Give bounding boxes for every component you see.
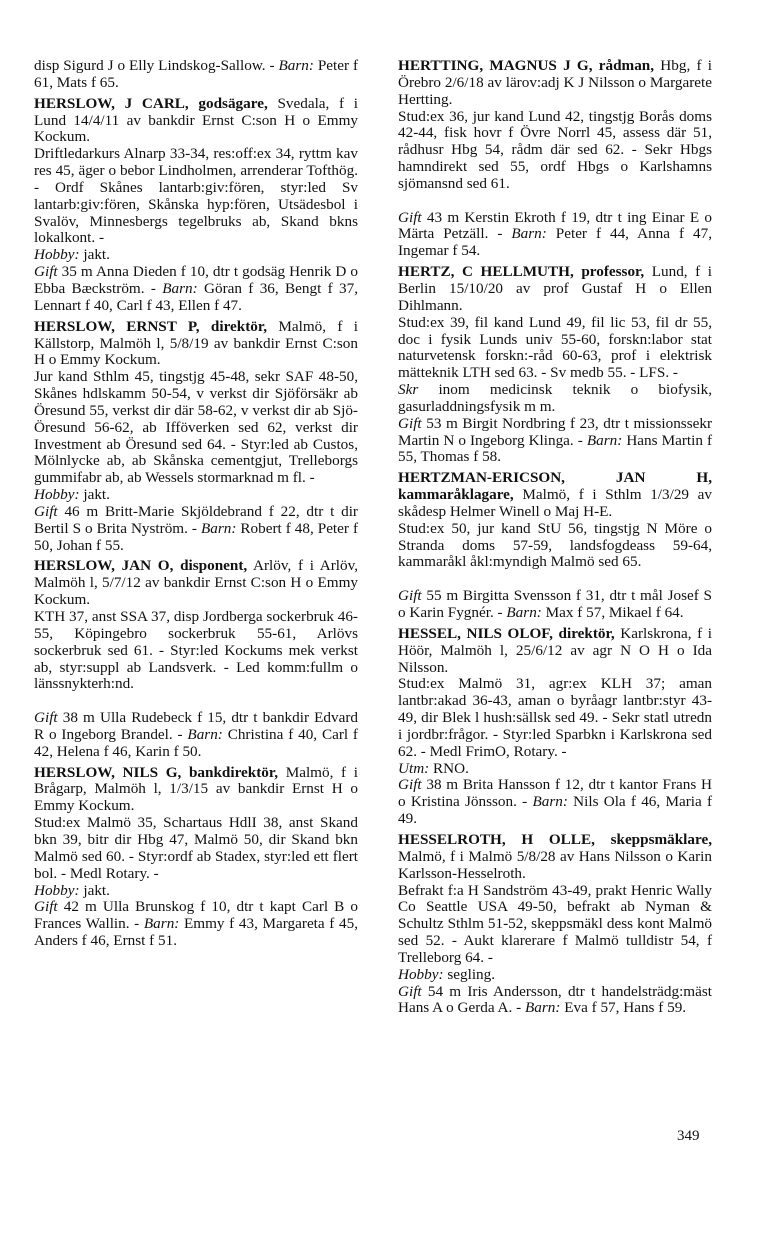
entry-career: Driftledarkurs Alnarp 33-34, res:off:ex 34, ryttm kav res 45, äger o bebor Lindholmen, arrenderar Tofthög. - Ordf Skånes lantarb:giv:fören, styr:led Sv lantarb:giv:fören, Skånska hyp:fören, Utsädesbol i Svalöv, Minnesbergs tegelbruks ab, Skand bkns lokalkont. - xyxy=(34,145,358,247)
entry-heading: HERTTING, MAGNUS J G, rådman, xyxy=(398,57,655,74)
entry-heading: HERTZ, C HELLMUTH, professor, xyxy=(398,263,645,281)
entry-heading: HERSLOW, JAN O, disponent, xyxy=(34,557,248,575)
entry-text: RNO. xyxy=(429,759,469,777)
entry-text: 54 m Iris Andersson, dtr t handelsträdg:mäst Hans A o Gerda A. - xyxy=(398,982,712,1017)
entry-text: Peter f 61, Mats f 65. xyxy=(34,57,358,91)
entry-career: Stud:ex Malmö 31, agr:ex KLH 37; aman lantbr:akad 36-43, aman o byråagr lantbr:styr 43-49, dir Blek l hush:sällsk sed 49. - Sekr statl utredn i jordbr:frågor. - Styr:led Sparbkn i Karlskrona sed 62. - Medl FrimO, Rotary. - xyxy=(398,675,712,760)
entry-text: jakt. xyxy=(79,486,110,504)
entry-text: 38 m Ulla Rudebeck f 15, dtr t bankdir Edvard R o Ingeborg Brandel. - xyxy=(34,709,358,743)
entry-text: Svedala, f i Lund 14/4/11 av bankdir Ernst C:son H o Emmy Kockum. xyxy=(34,94,358,146)
entry-label: Skr xyxy=(398,381,419,399)
entry-text: 46 m Britt-Marie Skjöldebrand f 22, dtr t dir Bertil S o Brita Nyström. - xyxy=(34,502,358,537)
entry-text: segling. xyxy=(443,965,496,983)
entry-label: Gift xyxy=(34,263,58,281)
entry-label: Gift xyxy=(34,502,58,520)
entry-text: Karlskrona, f i Höör, Malmöh l, 25/6/12 av agr N O H o Ida Nilsson. xyxy=(398,624,712,676)
entry-career: Stud:ex 39, fil kand Lund 49, fil lic 53, fil dr 55, doc i fysik Lunds univ 55-60, forskn:labor stat naturvetensk forskn:-råd 60-63, prof i elektrisk mätteknik LTH sed 63. - Sv medb 55. - LFS. - xyxy=(398,313,712,382)
entry-label: Barn: xyxy=(532,793,568,811)
biography-entry xyxy=(34,765,358,950)
entry-text: Emmy f 43, Margareta f 45, Anders f 46, Ernst f 51. xyxy=(34,915,359,950)
entry-label: Barn: xyxy=(586,431,623,449)
entry-text: Malmö, f i Brågarp, Malmöh l, 1/3/15 av bankdir Ernst H o Emmy Kockum. xyxy=(34,763,358,815)
entry-heading: HERSLOW, NILS G, bankdirektör, xyxy=(34,763,279,781)
biography-entry xyxy=(398,58,712,260)
entry-text: Malmö, f i Malmö 5/8/28 av Hans Nilsson o Karin Karlsson-Hesselroth. xyxy=(398,847,712,882)
entry-heading: HERTZMAN-ERICSON, JAN H, kammaråklagare, xyxy=(398,469,712,504)
entry-label: Hobby: xyxy=(34,246,80,264)
entry-label: Utm: xyxy=(398,759,430,777)
entry-label: Hobby: xyxy=(398,965,444,983)
entry-label: Gift xyxy=(398,776,422,794)
entry-text: Eva f 57, Hans f 59. xyxy=(560,999,687,1017)
entry-text: disp Sigurd J o Elly Lindskog-Sallow. - xyxy=(34,57,279,74)
entry-text: jakt. xyxy=(79,246,110,264)
entry-career: Jur kand Sthlm 45, tingstjg 45-48, sekr SAF 48-50, Skånes hdlskamm 50-54, v verkst dir Sjöförsäkr ab Öresund 55, verkst dir där 58-62, v verkst dir ab Sjö-Öresund 56-62, ab Ifföverken sed 62, verkst dir Investment ab Öresund sed 64. - Styr:led ab Custos, Mölnlycke ab, ab Skånska cementgjut, Trelleborgs gummifabr ab, ab Wessels stormarknad m fl. - xyxy=(34,368,358,487)
entry-text: inom medicinsk teknik o biofysik, gasurladdningsfysik m m. xyxy=(398,381,712,415)
entry-label: Gift xyxy=(398,982,422,1000)
entry-text: 35 m Anna Dieden f 10, dtr t godsäg Henrik D o Ebba Bæckström. - xyxy=(34,263,358,297)
entry-label: Barn: xyxy=(278,57,314,74)
entry-text: Christina f 40, Carl f 42, Helena f 46, Karin f 50. xyxy=(34,725,358,760)
entry-label: Hobby: xyxy=(34,486,80,504)
entry-text: Arlöv, f i Arlöv, Malmöh l, 5/7/12 av bankdir Ernst C:son H o Emmy Kockum. xyxy=(34,557,358,609)
entry-text: 42 m Ulla Brunskog f 10, dtr t kapt Carl B o Frances Wallin. - xyxy=(34,898,358,933)
left-column xyxy=(34,58,358,950)
right-column xyxy=(398,58,712,1017)
entry-heading: HESSEL, NILS OLOF, direktör, xyxy=(398,624,615,642)
entry-label: Barn: xyxy=(511,225,547,243)
entry-text: jakt. xyxy=(79,881,110,899)
entry-text: Malmö, f i Källstorp, Malmöh l, 5/8/19 av bankdir Ernst C:son H o Emmy Kockum. xyxy=(34,317,358,369)
biography-entry xyxy=(398,470,712,622)
entry-label: Barn: xyxy=(506,604,542,621)
entry-career: Stud:ex Malmö 35, Schartaus HdlI 38, anst Skand bkn 39, bitr dir Hbg 47, Malmö 50, dir Skand bkn Malmö sed 60. - Styr:ordf ab Stadex, styr:led ett flert bol. - Medl Rotary. - xyxy=(34,814,358,882)
entry-label: Barn: xyxy=(143,915,180,933)
entry-heading: HERSLOW, J CARL, godsägare, xyxy=(34,94,268,112)
biography-entry xyxy=(398,626,712,828)
entry-label: Barn: xyxy=(200,519,237,537)
entry-career: KTH 37, anst SSA 37, disp Jordberga sockerbruk 46-55, Köpingebro sockerbruk 55-61, Arlövs sockerbruk sed 61. - Styr:led Kockums mek verkst ab, styr:suppl ab Landsverk. - Led komm:fullm o länssnykterh:nd. xyxy=(34,608,358,693)
entry-text: 38 m Brita Hansson f 12, dtr t kantor Frans H o Kristina Jönsson. - xyxy=(398,776,712,811)
entry-text: Göran f 36, Bengt f 37, Lennart f 40, Carl f 43, Ellen f 47. xyxy=(34,279,358,314)
entry-text: Hans Martin f 55, Thomas f 58. xyxy=(398,431,713,466)
biography-entry xyxy=(398,264,712,466)
entry-heading: HESSELROTH, H OLLE, skeppsmäklare, xyxy=(398,830,712,848)
entry-label: Gift xyxy=(398,587,422,605)
entry-label: Gift xyxy=(34,898,58,916)
biography-entry xyxy=(34,558,358,760)
biography-entry xyxy=(34,319,358,555)
entry-text: 53 m Birgit Nordbring f 23, dtr t missionssekr Martin N o Ingeborg Klinga. - xyxy=(398,414,712,449)
entry-text: Max f 57, Mikael f 64. xyxy=(541,604,684,621)
entry-text: Robert f 48, Peter f 50, Johan f 55. xyxy=(34,519,359,554)
entry-text: Hbg, f i Örebro 2/6/18 av lärov:adj K J Nilsson o Margarete Hertting. xyxy=(398,57,712,108)
entry-label: Gift xyxy=(398,414,422,432)
entry-heading: HERSLOW, ERNST P, direktör, xyxy=(34,317,268,335)
entry-label: Hobby: xyxy=(34,881,80,899)
entry-text: Malmö, f i Sthlm 1/3/29 av skådesp Helmer Winell o Maj H-E. xyxy=(398,486,712,520)
biography-entry xyxy=(34,58,358,92)
entry-text: 43 m Kerstin Ekroth f 19, dtr t ing Einar E o Märta Petzäll. - xyxy=(398,208,712,243)
entry-text: Lund, f i Berlin 15/10/20 av prof Gustaf H o Ellen Dihlmann. xyxy=(398,263,712,314)
entry-label: Barn: xyxy=(162,279,198,297)
entry-label: Gift xyxy=(34,709,58,727)
entry-text: Peter f 44, Anna f 47, Ingemar f 54. xyxy=(398,225,712,260)
entry-career: Stud:ex 50, jur kand StU 56, tingstjg N Möre o Stranda doms 57-59, landsfogdeass 59-64, kammaråkl åkl:myndigh Malmö sed 65. xyxy=(398,519,712,571)
entry-text: 55 m Birgitta Svensson f 31, dtr t mål Josef S o Karin Fygnér. - xyxy=(398,587,712,621)
page-number: 349 xyxy=(677,1128,700,1144)
entry-label: Barn: xyxy=(187,725,223,743)
entry-label: Gift xyxy=(398,208,422,226)
entry-career: Befrakt f:a H Sandström 43-49, prakt Henric Wally Co Seattle USA 49-50, befrakt ab Nyman & Schultz Sthlm 51-52, skeppsmäkl dess kont Malmö sed 52. - Aukt klarerare f Malmö tulldistr 54, f Trelleborg 64. - xyxy=(398,881,712,966)
entry-label: Barn: xyxy=(524,999,561,1017)
biography-entry xyxy=(398,832,712,1017)
biography-entry xyxy=(34,96,358,315)
entry-text: Nils Ola f 46, Maria f 49. xyxy=(398,793,713,828)
entry-career: Stud:ex 36, jur kand Lund 42, tingstjg Borås doms 42-44, fisk hovr f Övre Norrl 45, assess där 51, rådhusr Hbg 54, rådm där sed 62. - Sekr Hbgs hamndirekt sed 55, ordf Hbgs o Karlshamns sjömansnd sed 61. xyxy=(398,107,712,192)
